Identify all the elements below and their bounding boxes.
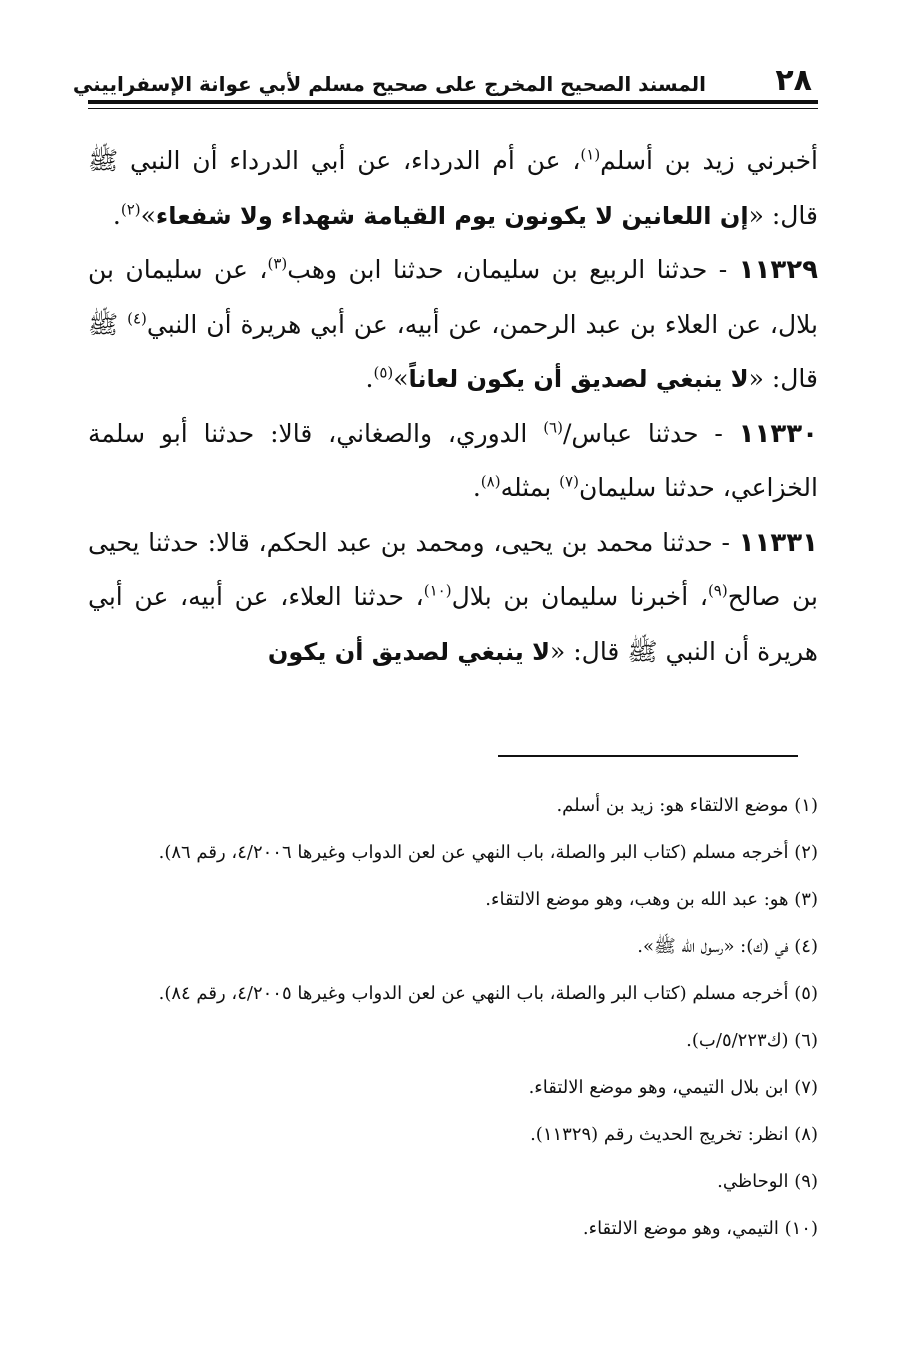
footnote-ref: (٤): [127, 309, 147, 328]
footnote-7: (٧) ابن بلال التيمي، وهو موضع الالتقاء.: [528, 1077, 818, 1098]
footnote-separator: [498, 755, 798, 757]
hadith-number: ١١٣٣٠: [738, 418, 818, 449]
footnote-ref: (٥): [373, 363, 394, 382]
main-text: [88, 134, 818, 679]
footnotes: [88, 782, 818, 1252]
footnote-6: (٦) (ك٥/٢٢٣/ب).: [686, 1030, 818, 1051]
footnote-ref: (١٠): [423, 581, 452, 600]
text-run: ، أخبرنا سليمان بن بلال: [451, 582, 708, 611]
text-run: ﷺ قال: «: [88, 309, 818, 393]
hadith-matn: إن اللعانين لا يكونون يوم القيامة شهداء ولا شفعاء: [155, 201, 749, 230]
header-rule-thin: [88, 108, 818, 109]
header-rule-thick: [88, 100, 818, 104]
text-run: ، عن سليمان بن بلال، عن العلاء بن عبد الرحمن، عن أبيه، عن أبي هريرة أن النبي: [88, 255, 818, 339]
footnote-ref: (٢): [120, 200, 141, 219]
text-run: - حدثنا عباس/: [562, 418, 739, 448]
text-run: »: [140, 200, 156, 230]
text-run: ، عن أم الدرداء، عن أبي الدرداء أن النبي ﷺ قال: «: [88, 146, 818, 230]
footnote-ref: (٩): [707, 581, 728, 600]
paragraph-continuation: [88, 134, 818, 243]
hadith-matn: لا ينبغي لصديق أن يكون: [267, 637, 550, 666]
hadith-number: ١١٣٢٩: [738, 255, 819, 285]
hadith-11330: [88, 407, 818, 516]
footnote-ref: (١): [580, 145, 601, 164]
footnote-ref: (٨): [480, 472, 501, 491]
footnote-2: (٢) أخرجه مسلم (كتاب البر والصلة، باب النهي عن لعن الدواب وغيرها ٤/٢٠٠٦، رقم ٨٦).: [158, 842, 818, 863]
footnote-ref: (٦): [543, 418, 563, 437]
text-run: - حدثنا الربيع بن سليمان، حدثنا ابن وهب: [287, 255, 739, 284]
hadith-11329: [88, 243, 818, 407]
footnote-1: (١) موضع الالتقاء هو: زيد بن أسلم.: [556, 795, 818, 816]
footnote-ref: (٣): [267, 254, 288, 273]
page-header: [72, 62, 818, 102]
footnote-4: (٤) في (ك): «رسول الله ﷺ».: [637, 936, 818, 957]
footnote-8: (٨) انظر: تخريج الحديث رقم (١١٣٢٩).: [530, 1124, 818, 1145]
running-title: المسند الصحيح المخرج على صحيح مسلم لأبي عوانة الإسفراييني: [72, 72, 706, 96]
text-run: - حدثنا محمد بن يحيى، ومحمد بن عبد الحكم، قالا: حدثنا يحيى بن صالح: [88, 527, 818, 611]
hadith-matn: لا ينبغي لصديق أن يكون لعاناً: [408, 365, 749, 393]
footnote-10: (١٠) التيمي، وهو موضع الالتقاء.: [582, 1218, 818, 1239]
hadith-number: ١١٣٣١: [738, 527, 818, 558]
hadith-11331: [88, 516, 818, 680]
text-run: »: [393, 364, 409, 393]
text-run: ، حدثنا العلاء، عن أبيه، عن أبي هريرة أن النبي ﷺ قال: «: [88, 582, 818, 666]
text-run: .: [365, 364, 374, 393]
footnote-5: (٥) أخرجه مسلم (كتاب البر والصلة، باب النهي عن لعن الدواب وغيرها ٤/٢٠٠٥، رقم ٨٤).: [158, 983, 818, 1004]
text-run: بمثله: [500, 473, 560, 502]
text-run: أخبرني زيد بن أسلم: [600, 146, 818, 175]
footnote-ref: (٧): [559, 472, 579, 491]
text-run: .: [112, 200, 121, 230]
page-number: ٢٨: [775, 63, 812, 98]
footnote-9: (٩) الوحاظي.: [717, 1171, 818, 1192]
text-run: الدوري، والصغاني، قالا: حدثنا أبو سلمة الخزاعي، حدثنا سليمان: [88, 418, 818, 502]
footnote-3: (٣) هو: عبد الله بن وهب، وهو موضع الالتقاء.: [485, 889, 818, 910]
text-run: .: [472, 473, 481, 502]
